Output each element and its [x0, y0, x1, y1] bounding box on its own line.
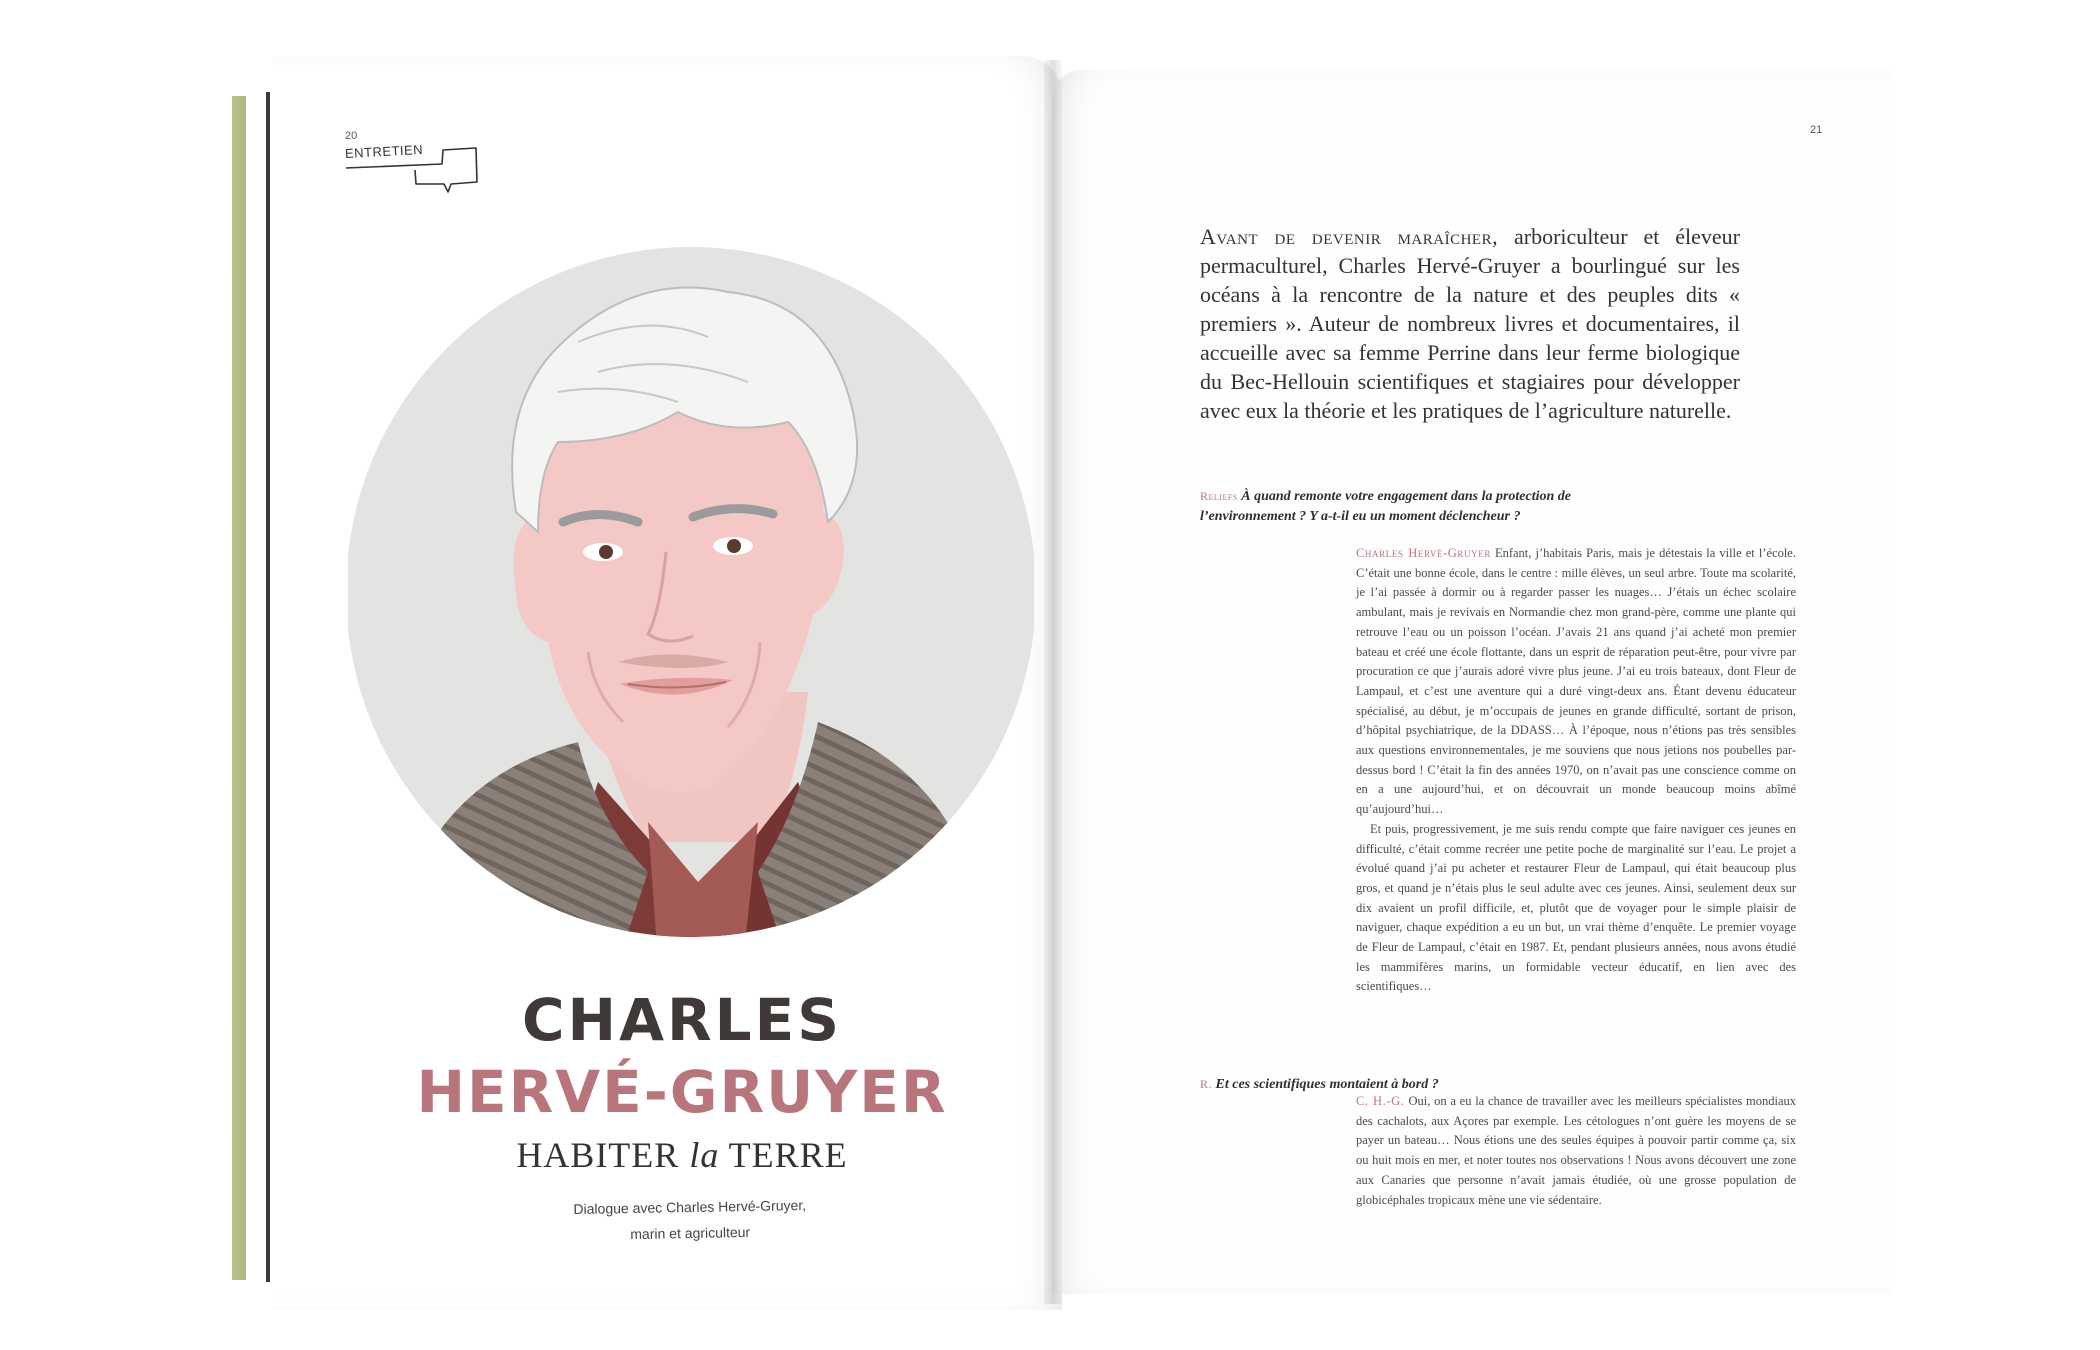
question-2-text: Et ces scientifiques montaient à bord ?: [1215, 1077, 1439, 1092]
page-number-left: 20: [345, 130, 358, 142]
answer-2-paragraph-1: [1356, 1092, 1796, 1210]
intro-text: arboriculteur et éleveur permaculturel, Charles Hervé-Gruyer a bourlingué sur les océans à la rencontre de la nature et des peuples dits « premiers ». Auteur de nombreux livres et documentaires, il accueille avec sa femme Perrine dans leur ferme biologique du Bec-Hellouin scientifiques et stagiaires pour développer avec eux la théorie et les pratiques de l’agriculture naturelle.: [1200, 224, 1740, 423]
subtitle-italic-la: la: [689, 1135, 720, 1175]
page-number-right: 21: [1810, 124, 1823, 136]
answer-1: [1356, 544, 1796, 997]
answer-2-text-1: Oui, on a eu la chance de travailler avec les meilleurs spécialistes mondiaux des cachalots, aux Açores par exemple. Les cétologues n’ont guère les moyens de se payer un bateau… Nous étions une des seules équipes à pouvoir partir comme ça, six ou huit mois en mer, et noter toutes nos observations ! Nous avons découvert une zone aux Canaries que personne n’avait jamais étudiée, où une grosse population de globicéphales tropicaux mène une vie sédentaire.: [1356, 1094, 1797, 1207]
section-label: ENTRETIEN: [344, 141, 424, 161]
subtitle-part-1: HABITER: [516, 1135, 690, 1175]
person-last-name: HERVÉ-GRUYER: [416, 1058, 948, 1126]
dialogue-caption: [480, 1190, 901, 1249]
person-first-name: CHARLES: [521, 986, 842, 1054]
question-2-speaker: R.: [1200, 1077, 1213, 1091]
question-1-text: À quand remonte votre engagement dans la protection de l’environnement ? Y a-t-il eu un moment déclencheur ?: [1200, 489, 1572, 524]
dialogue-line-1: Dialogue avec Charles Hervé-Gruyer,: [573, 1196, 807, 1218]
answer-2: [1356, 1092, 1796, 1210]
binding-edge: [266, 92, 270, 1282]
subtitle-part-2: TERRE: [719, 1135, 848, 1175]
answer-1-speaker: Charles Hervé-Gruyer: [1356, 546, 1491, 560]
answer-1-text-1: Enfant, j’habitais Paris, mais je détestais la ville et l’école. C’était une bonne école, dans le centre : mille élèves, un seul arbre. Toute ma scolarité, je l’ai passée à dormir ou à regarder passer les nuages… J’étais un échec scolaire ambulant, mais je revivais en Normandie chez mon grand-père, comme une plante qui retrouve l’eau ou un poisson l’océan. J’avais 21 ans quand j’ai acheté mon premier bateau et créé une école flottante, dans un esprit de réparation peut-être, pour vivre par procuration ce que j’aurais adoré vivre plus jeune. J’ai eu trois bateaux, dont Fleur de Lampaul, et c’est une aventure qui a duré vingt-deux ans. Étant devenu éducateur spécialisé, au début, je m’occupais de jeunes en grande difficulté, sortant de prison, d’hôpital psychiatrique, de la DDASS… À l’époque, nous n’étions pas très sensibles aux questions environnementales, je me souviens que nous jetions nos poubelles par-dessus bord ! C’était la fin des années 1970, on n’avait pas une conscience comme on en a une aujourd’hui, et on découvrait un monde beaucoup moins abîmé qu’aujourd’hui…: [1356, 546, 1796, 817]
intro-lead: Avant de devenir maraîcher,: [1200, 224, 1499, 249]
answer-2-speaker: C. H.-G.: [1356, 1094, 1405, 1108]
question-1-speaker: Reliefs: [1200, 489, 1238, 503]
article-subtitle: [280, 1134, 1084, 1176]
answer-1-paragraph-1: [1356, 544, 1796, 820]
cover-edge: [232, 96, 246, 1280]
portrait-illustration: [348, 222, 1034, 962]
answer-1-paragraph-2: Et puis, progressivement, je me suis rendu compte que faire naviguer ces jeunes en difficulté, c’était comme recréer une petite poche de marginalité sur l’eau. Le projet a évolué quand j’ai pu acheter et restaurer Fleur de Lampaul, qui était beaucoup plus gros, et quand je n’étais plus le seul adulte avec ces jeunes. Ainsi, seulement deux sur dix avaient un profil difficile, et, plutôt que de voyager pour le simple plaisir de naviguer, chaque expédition a eu un but, un vrai thème d’enquête. Le premier voyage de Fleur de Lampaul, c’était en 1987. Et, pendant plusieurs années, nous avons étudié les mammifères marins, un formidable vecteur éducatif, en lien avec des scientifiques…: [1356, 821, 1796, 994]
dialogue-line-2: marin et agriculteur: [630, 1223, 751, 1243]
question-1: [1200, 486, 1640, 527]
intro-paragraph: [1200, 222, 1740, 425]
